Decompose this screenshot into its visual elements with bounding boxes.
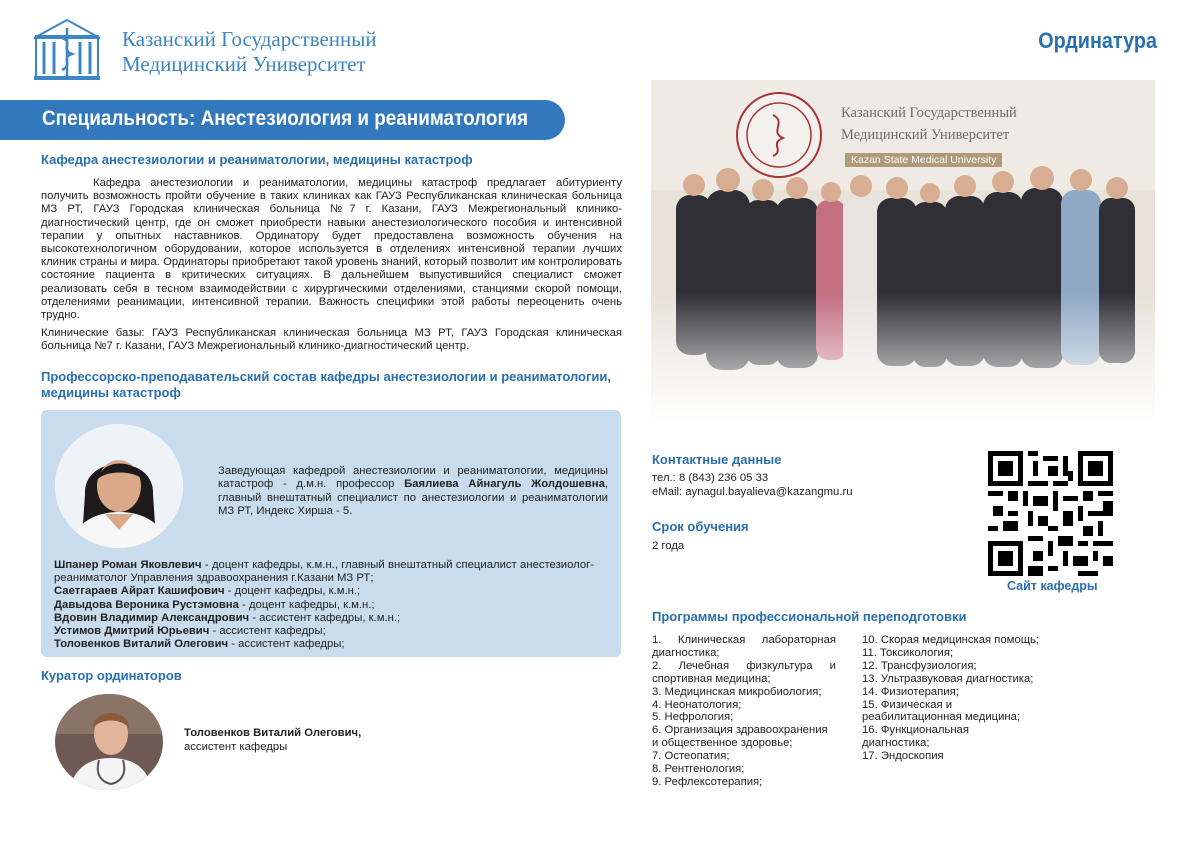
list-item: 15. Физическая и xyxy=(862,698,953,711)
staff-name: Саетгараев Айрат Кашифович xyxy=(54,585,225,598)
staff-role: - ассистент кафедры, к.м.н.; xyxy=(249,611,401,624)
curator-heading: Куратор ординаторов xyxy=(41,668,182,683)
duration-value: 2 года xyxy=(652,540,685,552)
list-item: 2. Лечебная физкультура и xyxy=(652,659,836,672)
specialty-title: Специальность: Анестезиология и реаниматология xyxy=(42,107,528,130)
staff-list xyxy=(54,559,594,651)
staff-role: - доцент кафедры, к.м.н.; xyxy=(224,585,361,598)
staff-role: - доцент кафедры, к.м.н.; xyxy=(238,598,375,611)
head-text-post: , главный внештатный специалист по анестезиологии и реаниматологии МЗ РТ, Индекс Хирша - 5. xyxy=(218,478,608,517)
staff-name: Давыдова Вероника Рустэмовна xyxy=(54,598,239,611)
contact-phone: тел.: 8 (843) 236 05 33 xyxy=(652,472,769,484)
list-item: 12. Трансфузиология; xyxy=(862,659,977,672)
list-item: 10. Скорая медицинская помощь; xyxy=(862,634,1040,646)
list-item: 5. Нефрология; xyxy=(652,711,734,724)
list-item: диагностика; xyxy=(652,646,720,659)
university-name-line2: Медицинский Университет xyxy=(122,52,366,76)
contacts-block xyxy=(652,472,853,499)
programs-list-col1 xyxy=(652,634,836,789)
list-item: диагностика; xyxy=(862,737,930,750)
list-item: спортивная медицина; xyxy=(652,672,771,685)
photo-wall-text xyxy=(841,102,1017,146)
department-paragraph: Кафедра анестезиологии и реаниматологии, медицины катастроф предлагает абитуриенту получить возможность пройти обучение в таких клиниках как ГАУЗ Республиканская клиническая больница МЗ РТ, ГАУЗ Городская клиническая больница №7 г. Казани, ГАУЗ Межрегиональный клинико-диагностический центр, где он сможет приобрести навыки анестезиологического пособия и интенсивной терапии у опытных наставников. Ординатору будет предоставлена возможность обучения на высокотехнологичном оборудовании, которое используется в отделениях интенсивной терапии лучших клиник страны и мира. Ординаторы приобретают такой уровень знаний, который позволит им контролировать состояние пациента в критических ситуациях. В дальнейшем выпустившийся специалист сможет реализовать себя в тесном взаимодействии с хирургическими отделениями, станциями скорой помощи, отделениями реанимации, интенсивной терапии. Важность специфики этой работы переоценить очень трудно. xyxy=(41,177,622,322)
duration-heading: Срок обучения xyxy=(652,519,749,534)
university-logo xyxy=(32,14,102,84)
department-heading: Кафедра анестезиологии и реаниматологии, медицины катастроф xyxy=(41,152,473,167)
qr-code-icon[interactable] xyxy=(988,451,1113,576)
section-title: Ординатура xyxy=(1038,28,1157,53)
head-name: Баялиева Айнагуль Жолдошевна xyxy=(404,478,605,491)
staff-heading-line2: медицины катастроф xyxy=(41,385,181,400)
list-item: 16. Функциональная xyxy=(862,724,969,737)
staff-name: Вдовин Владимир Александрович xyxy=(54,611,250,624)
programs-heading: Программы профессиональной переподготовки xyxy=(652,609,967,624)
staff-name: Толовенков Виталий Олегович xyxy=(54,638,229,651)
qr-caption[interactable]: Сайт кафедры xyxy=(1007,579,1098,593)
contact-email: eMail: aynagul.bayalieva@kazangmu.ru xyxy=(652,485,853,498)
university-name xyxy=(122,27,377,77)
programs-list-col2 xyxy=(862,634,1062,763)
list-item: и общественное здоровье; xyxy=(652,737,793,750)
staff-name: Шпанер Роман Яковлевич xyxy=(54,559,202,571)
head-of-department-text xyxy=(218,465,608,518)
curator-role: ассистент кафедры xyxy=(184,740,288,753)
list-item: 8. Рентгенология; xyxy=(652,763,745,776)
photo-wall-line1: Казанский Государственный xyxy=(841,105,1017,121)
list-item: 11. Токсикология; xyxy=(862,646,954,659)
staff-heading xyxy=(41,369,611,401)
university-name-line1: Казанский Государственный xyxy=(122,27,377,51)
list-item: реабилитационная медицина; xyxy=(862,711,1021,724)
list-item xyxy=(54,625,594,638)
curator-photo xyxy=(55,694,163,790)
clinical-bases: Клинические базы: ГАУЗ Республиканская клиническая больница МЗ РТ, ГАУЗ Городская клиническая больница №7 г. Казани, ГАУЗ Межрегиональный клинико-диагностический центр. xyxy=(41,327,622,353)
head-of-department-photo xyxy=(55,424,183,548)
list-item xyxy=(54,585,594,598)
list-item: 14. Физиотерапия; xyxy=(862,685,959,698)
group-photo xyxy=(651,80,1155,424)
list-item: 17. Эндоскопия xyxy=(862,750,944,763)
list-item xyxy=(54,638,594,651)
list-item: 9. Рефлексотерапия; xyxy=(652,775,763,788)
specialty-banner xyxy=(0,100,565,140)
list-item: 1. Клиническая лабораторная xyxy=(652,634,836,646)
list-item xyxy=(54,599,594,612)
staff-heading-line1: Профессорско-преподавательский состав кафедры анестезиологии и реаниматологии, xyxy=(41,369,611,384)
curator-text xyxy=(184,727,361,754)
staff-role: - ассистент кафедры; xyxy=(209,625,326,638)
contacts-heading: Контактные данные xyxy=(652,452,782,467)
head-text-pre: Заведующая кафедрой анестезиологии и реаниматологии, медицины катастроф - д.м.н. профессор xyxy=(218,465,608,491)
list-item: 6. Организация здравоохранения xyxy=(652,724,828,737)
list-item xyxy=(54,559,594,585)
photo-wall-en: Kazan State Medical University xyxy=(845,153,1002,167)
staff-role: - доцент кафедры, к.м.н., главный внештатный специалист анестезиолог-реаниматолог Управления здравоохранения г.Казани МЗ РТ; xyxy=(54,559,594,585)
list-item: 7. Остеопатия; xyxy=(652,750,730,763)
photo-wall-line2: Медицинский Университет xyxy=(841,127,1010,143)
list-item: 13. Ультразвуковая диагностика; xyxy=(862,672,1034,685)
curator-name: Толовенков Виталий Олегович, xyxy=(184,727,362,739)
list-item xyxy=(54,612,594,625)
list-item: 3. Медицинская микробиология; xyxy=(652,685,822,698)
staff-role: - ассистент кафедры; xyxy=(228,638,345,651)
staff-name: Устимов Дмитрий Юрьевич xyxy=(54,625,210,638)
list-item: 4. Неонатология; xyxy=(652,698,742,711)
